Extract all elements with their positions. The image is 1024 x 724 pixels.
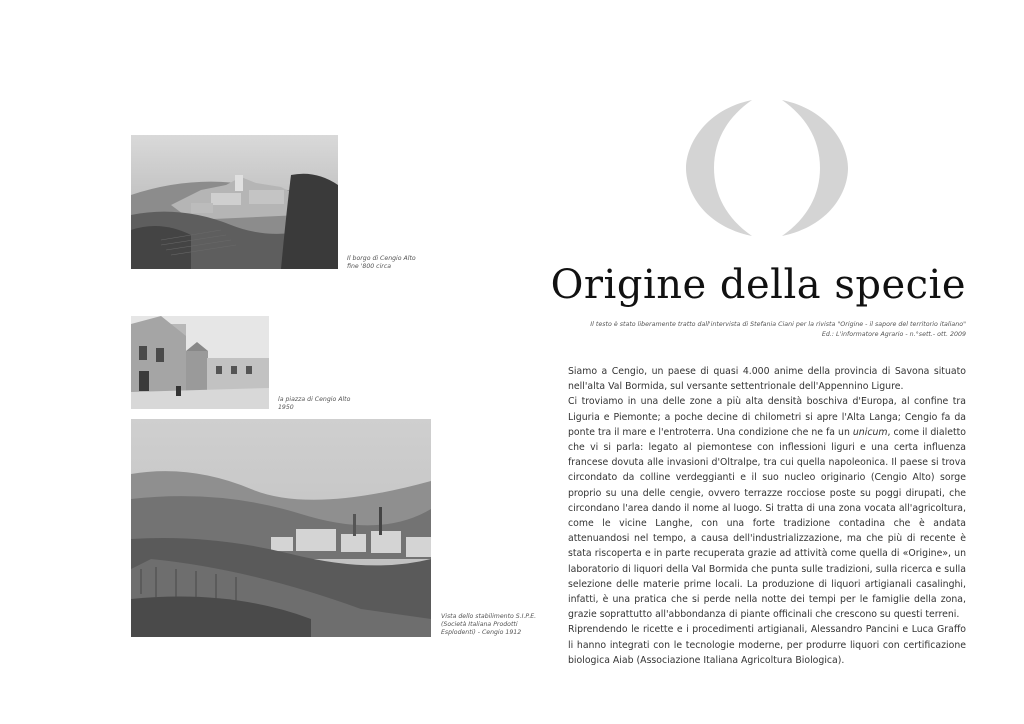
source-credit-line: Il testo è stato liberamente tratto dall'intervista di Stefania Ciani per la rivista "Origine - il sapore del territorio italiano"	[590, 321, 966, 328]
article-body	[568, 364, 966, 668]
paragraph-text: Ci troviamo in una delle zone a più alta densità boschiva d'Europa, al confine tra Liguria e Piemonte; a poche decine di chilometri si apre l'Alta Langa; Cengio fa da ponte tra il mare e l'entroterra. Una condizione che ne fa un	[568, 396, 966, 438]
paragraph	[568, 394, 966, 622]
source-credit	[546, 320, 966, 340]
italic-word: unicum	[852, 426, 888, 438]
photo-borgo-cengio-alto	[131, 135, 338, 269]
photo-caption-piazza: la piazza di Cengio Alto 1950	[278, 396, 351, 411]
paragraph: Siamo a Cengio, un paese di quasi 4.000 anime della provincia di Savona situato nell'alta Val Bormida, sul versante settentrionale dell'Appennino Ligure.	[568, 366, 966, 393]
source-credit-line: Ed.: L'informatore Agrario - n.°sett.- ott. 2009	[821, 331, 966, 338]
paragraph-text: , come il dialetto che vi si parla: legato al piemontese con inflessioni liguri e una certa influenza francese dovuta alle invasioni d'Oltralpe, tra cui quella napoleonica. Il paese si trova circondato da colline verdeggianti e il suo nucleo originario (Cengio Alto) sorge proprio su una delle cengie, ovvero terrazze rocciose poste su poggi dirupati, che circondano l'area dando il nome al luogo. Si tratta di una zona vocata all'agricoltura, come le vicine Langhe, con una forte tradizione contadina che è andata attenuandosi nel tempo, a causa dell'industrializzazione, ma che più di recente è stata riscoperta e in parte recuperata grazie ad attività come quella di «Origine», un laboratorio di liquori della Val Bormida che punta sulle tradizioni, sulla ricerca e sulla selezione delle materie prime locali. La produzione di liquori artigianali casalinghi, infatti, è una pratica che si perde nella notte dei tempi per le famiglie della zona, grazie soprattutto all'abbondanza di piante officinali che crescono su questi terreni.	[568, 426, 966, 621]
origine-logo-mark	[684, 96, 850, 240]
photo-caption-borgo: Il borgo di Cengio Alto fine '800 circa	[347, 255, 416, 270]
photo-caption-stabilimento: Vista dello stabilimento S.I.P.E. (Società Italiana Prodotti Esplodenti) - Cengio 1912	[441, 613, 537, 636]
paragraph: Riprendendo le ricette e i procedimenti artigianali, Alessandro Pancini e Luca Graffo li hanno integrati con le tecnologie moderne, per produrre liquori con certificazione biologica Aiab (Associazione Italiana Agricoltura Biologica).	[568, 624, 966, 666]
photo-stabilimento-sipe	[131, 419, 431, 637]
photo-piazza-cengio-alto	[131, 316, 269, 409]
page-title: Origine della specie	[550, 262, 966, 308]
